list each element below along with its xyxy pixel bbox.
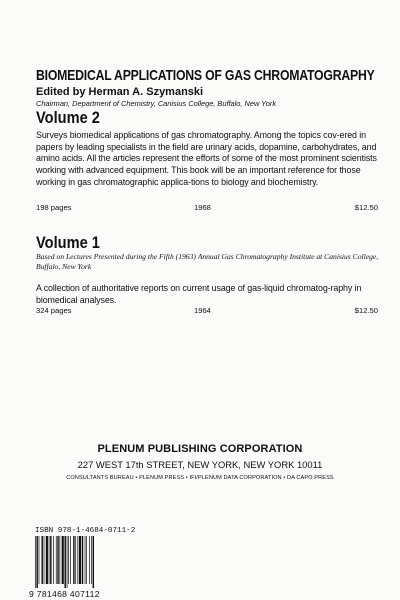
volume-2-details	[36, 203, 378, 213]
volume-1-note: Based on Lectures Presented during the Fifth (1963) Annual Gas Chromatography Institute at Canisius College, Buffalo, New York	[36, 252, 379, 271]
volume-2-pages: 198 pages	[36, 203, 72, 212]
volume-1-price: $12.50	[354, 306, 378, 315]
publisher-address: 227 WEST 17th STREET, NEW YORK, NEW YORK 10011	[77, 459, 323, 470]
isbn-label: ISBN 978-1-4684-0711-2	[35, 527, 136, 535]
volume-2-heading: Volume 2	[36, 108, 100, 127]
volume-1-pages: 324 pages	[36, 306, 72, 315]
editor-affiliation: Chairman, Department of Chemistry, Canisius College, Buffalo, New York	[36, 99, 277, 108]
publisher-imprints: CONSULTANTS BUREAU • PLENUM PRESS • IFI/PLENUM DATA CORPORATION • DA CAPO PRESS	[66, 475, 334, 481]
publisher-name: PLENUM PUBLISHING CORPORATION	[97, 443, 303, 455]
volume-2-price: $12.50	[354, 203, 378, 212]
volume-1-heading: Volume 1	[36, 233, 100, 252]
volume-1-description: A collection of authoritative reports on current usage of gas-liquid chromatog-raphy in biomedical analyses.	[36, 283, 362, 305]
book-title: BIOMEDICAL APPLICATIONS OF GAS CHROMATOGRAPHY	[36, 68, 375, 84]
editor-line: Edited by Herman A. Szymanski	[36, 86, 204, 98]
barcode-icon	[34, 536, 120, 588]
volume-1-details	[36, 306, 378, 316]
volume-2-year: 1968	[194, 203, 211, 212]
volume-1-year: 1964	[194, 306, 211, 315]
volume-2-description: Surveys biomedical applications of gas chromatography. Among the topics cov-ered in papers by leading specialists in the field are urinary acids, dopamine, carbohydrates, and amino acids. All the articles represent the efforts of some of the most prominent scientists working with advanced equipment. This book will be an important reference for those working in gas chromatographic applica-tions to biology and biochemistry.	[36, 130, 377, 187]
barcode-digits: 9 781468 407112	[29, 589, 100, 599]
